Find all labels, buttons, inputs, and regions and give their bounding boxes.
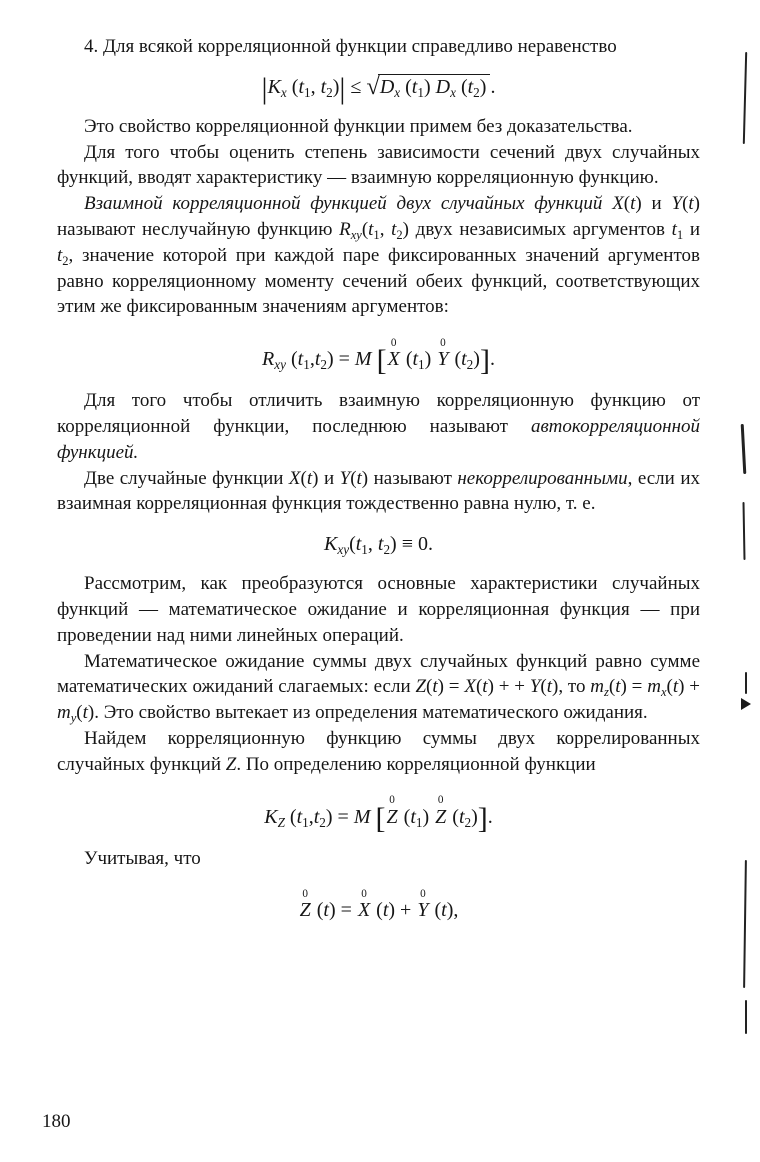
centered-function-symbol: 0 Z xyxy=(435,794,447,828)
centered-function-symbol: 0 X xyxy=(357,888,371,922)
zero-mark: 0 xyxy=(389,794,395,807)
centered-function-symbol: 0 Z xyxy=(386,794,398,828)
scan-artifact xyxy=(745,1000,747,1034)
paragraph-uncorrelated: Две случайные функции X(t) и Y(t) называют некоррелированными, если их взаимная корреляционная функция тождественно равна нулю, т. е. xyxy=(57,467,700,515)
scan-artifact-arrow xyxy=(741,698,751,710)
centered-function-symbol: 0 Z xyxy=(299,888,311,922)
radical-sign: √ xyxy=(366,72,380,100)
zero-mark: 0 xyxy=(390,337,397,350)
zero-mark: 0 xyxy=(302,888,308,901)
paragraph-cross-correlation-definition: Взаимной корреляционной функцией двух случайных функций X(t) и Y(t) называют неслучайную функцию $R_{xy}(t_1$, $t_2$) двух независимых аргументов $t_1$ и $t_2$, значение которой при каждой паре фиксированных значений аргументов равно корреляционному моменту сечений обеих функций, соответствующих этим же фиксированным значениям аргументов: xyxy=(57,193,700,318)
page-number: 180 xyxy=(42,1111,71,1133)
zero-mark: 0 xyxy=(420,888,426,901)
scan-artifact xyxy=(745,672,747,694)
formula-cross-correlation-definition: $R_{xy}$ $(t_1,t_2) = M$ [ 0 X $(t_1)$ 0 Y $(t_2)$]. xyxy=(262,337,495,377)
zero-mark: 0 xyxy=(361,888,367,901)
square-root: $√D_x$ $(t_1)$ $D_x$ $(t_2)$ xyxy=(366,72,490,102)
formula-correlation-inequality: $|K_x$ ($t_1$, $t_2)| \le √D_x$ $(t_1)$ $D_x$ $(t_2)$ . xyxy=(261,71,496,105)
formula-sum-correlation: $K_Z$ $(t_1,t_2) = M$ [ 0 Z $(t_1)$ 0 Z $(t_2)$]. xyxy=(264,794,493,835)
paragraph-autocorrelation: Для того чтобы отличить взаимную корреляционную функцию от корреляционной функции, последнюю называют автокорреляционной функцией. xyxy=(57,390,700,463)
paragraph-property-accepted: Это свойство корреляционной функции примем без доказательства. xyxy=(84,115,633,137)
centered-function-symbol: 0 Y xyxy=(417,888,429,922)
paragraph-cross-correlation-intro: Для того чтобы оценить степень зависимости сечений двух случайных функций, вводят характеристику — взаимную корреляционную функцию. xyxy=(57,141,700,189)
paragraph-linear-operations: Рассмотрим, как преобразуются основные характеристики случайных функций — математическое ожидание и корреляционная функция — при проведении над ними линейных операций. xyxy=(57,573,700,646)
centered-function-symbol: 0 X xyxy=(387,337,400,371)
centered-function-symbol: 0 Y xyxy=(437,337,449,371)
zero-mark: 0 xyxy=(437,794,444,807)
paragraph-expectation-of-sum: Математическое ожидание суммы двух случайных функций равно сумме математических ожиданий слагаемых: если Z(t) = X(t) + + Y(t), то $m_z(t) = m_x(t) + m_y(t)$. Это свойство вытекает из определения математического ожидания. xyxy=(57,650,700,725)
paragraph-considering-that: Учитывая, что xyxy=(84,847,201,869)
zero-mark: 0 xyxy=(440,337,446,350)
paragraph-correlation-of-sum: Найдем корреляционную функцию суммы двух коррелированных случайных функций Z. По определению корреляционной функции xyxy=(57,727,700,775)
formula-centered-sum: 0 Z (t) = 0 X (t) + 0 Y (t), xyxy=(57,886,700,925)
paragraph-property4: 4. Для всякой корреляционной функции справедливо неравенство xyxy=(84,36,617,57)
formula-uncorrelated-condition: $K_{xy}(t_1$, $t_2) \equiv 0$. xyxy=(324,533,433,558)
